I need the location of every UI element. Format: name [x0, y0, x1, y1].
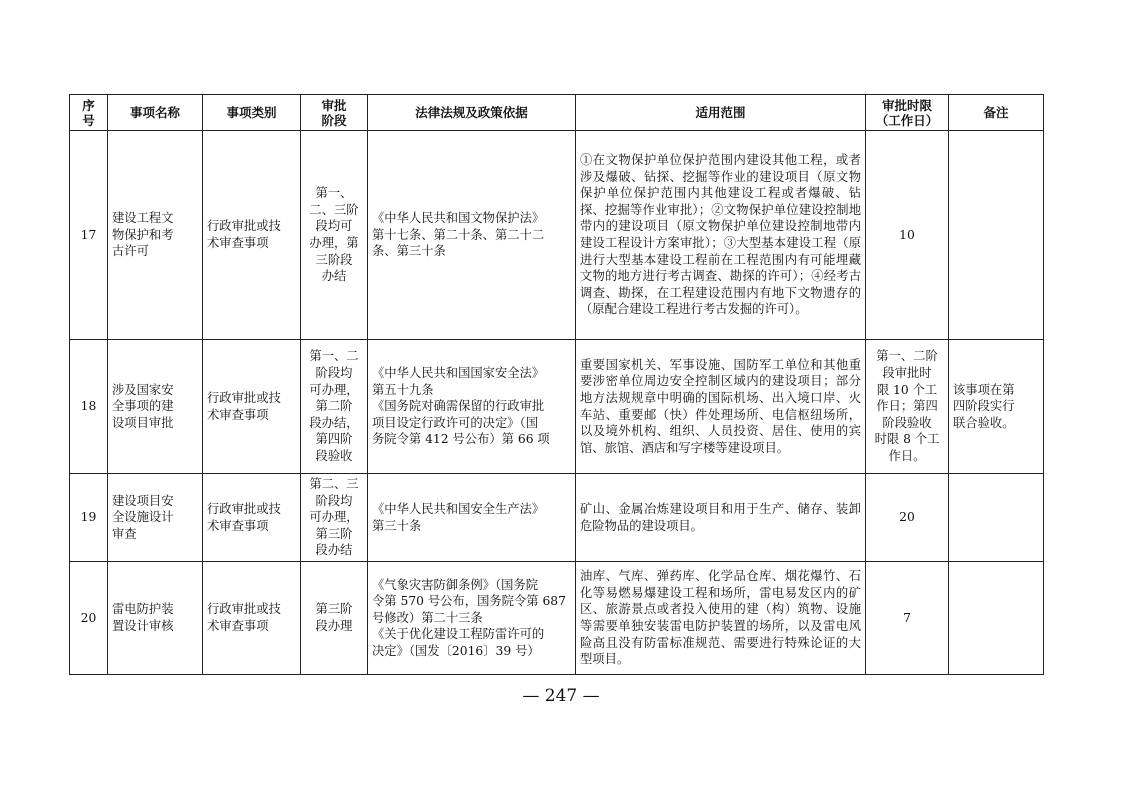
cell-approval-stage: 第二、三 阶段均 可办理， 第三阶 段办结: [301, 474, 368, 562]
header-seq: 序 号: [70, 95, 108, 131]
cell-note: [949, 131, 1044, 340]
cell-legal-basis: 《中华人民共和国文物保护法》 第十七条、第二十条、第二十二 条、第三十条: [368, 131, 576, 340]
cell-item-type: 行政审批或技 术审查事项: [203, 562, 301, 675]
cell-item-type: 行政审批或技 术审查事项: [203, 131, 301, 340]
table-row: [70, 562, 1044, 675]
header-item-name: 事项名称: [108, 95, 203, 131]
cell-approval-stage: 第一、 二、三阶 段均可 办理，第 三阶段 办结: [301, 131, 368, 340]
table-header-row: [70, 95, 1044, 131]
cell-item-name: 雷电防护装 置设计审核: [108, 562, 203, 675]
cell-time-limit: 7: [866, 562, 949, 675]
cell-item-type: 行政审批或技 术审查事项: [203, 474, 301, 562]
header-time-limit: 审批时限 （工作日）: [866, 95, 949, 131]
cell-note: [949, 562, 1044, 675]
cell-legal-basis: 《中华人民共和国国家安全法》 第五十九条 《国务院对确需保留的行政审批 项目设定行政许可的决定》（国 务院令第 412 号公布）第 66 项: [368, 340, 576, 474]
cell-scope: ①在文物保护单位保护范围内建设其他工程，或者涉及爆破、钻探、挖掘等作业的建设项目（原文物保护单位保护范围内其他建设工程或者爆破、钻探、挖掘等作业审批）；②文物保护单位建设控制地带内的建设项目（原文物保护单位建设控制地带内建设工程设计方案审批）；③大型基本建设工程（原进行大型基本建设工程前在工程范围内有可能埋藏文物的地方进行考古调查、勘探的许可）；④经考古调查、勘探，在工程建设范围内有地下文物遗存的（原配合建设工程进行考古发掘的许可）。: [576, 131, 866, 340]
cell-time-limit: 10: [866, 131, 949, 340]
table-row: [70, 474, 1044, 562]
cell-legal-basis: 《气象灾害防御条例》（国务院 令第 570 号公布，国务院令第 687 号修改）第二十三条 《关于优化建设工程防雷许可的 决定》（国发〔2016〕39 号）: [368, 562, 576, 675]
page-number: — 247 —: [522, 686, 600, 706]
header-scope: 适用范围: [576, 95, 866, 131]
cell-scope: 重要国家机关、军事设施、国防军工单位和其他重要涉密单位周边安全控制区域内的建设项目；部分地方法规规章中明确的国际机场、出入境口岸、火车站、重要邮（快）件处理场所、电信枢纽场所，以及境外机构、组织、人员投资、居住、使用的宾馆、旅馆、酒店和写字楼等建设项目。: [576, 340, 866, 474]
cell-seq: 17: [70, 131, 108, 340]
cell-note: [949, 474, 1044, 562]
cell-legal-basis: 《中华人民共和国安全生产法》 第三十条: [368, 474, 576, 562]
cell-item-name: 涉及国家安 全事项的建 设项目审批: [108, 340, 203, 474]
cell-time-limit: 20: [866, 474, 949, 562]
approval-items-table: [69, 94, 1044, 675]
cell-seq: 20: [70, 562, 108, 675]
cell-item-type: 行政审批或技 术审查事项: [203, 340, 301, 474]
cell-seq: 19: [70, 474, 108, 562]
cell-item-name: 建设工程文 物保护和考 古许可: [108, 131, 203, 340]
cell-item-name: 建设项目安 全设施设计 审查: [108, 474, 203, 562]
cell-seq: 18: [70, 340, 108, 474]
cell-note: 该事项在第 四阶段实行 联合验收。: [949, 340, 1044, 474]
header-item-type: 事项类别: [203, 95, 301, 131]
cell-time-limit: 第一、二阶 段审批时 限 10 个工 作日；第四 阶段验收 时限 8 个工 作日。: [866, 340, 949, 474]
cell-scope: 矿山、金属冶炼建设项目和用于生产、储存、装卸危险物品的建设项目。: [576, 474, 866, 562]
cell-approval-stage: 第三阶 段办理: [301, 562, 368, 675]
table-row: [70, 340, 1044, 474]
cell-scope: 油库、气库、弹药库、化学品仓库、烟花爆竹、石化等易燃易爆建设工程和场所，雷电易发区内的矿区、旅游景点或者投入使用的建（构）筑物、设施等需要单独安装雷电防护装置的场所，以及雷电风险高且没有防雷标准规范、需要进行特殊论证的大型项目。: [576, 562, 866, 675]
header-note: 备注: [949, 95, 1044, 131]
cell-approval-stage: 第一、二 阶段均 可办理， 第二阶 段办结， 第四阶 段验收: [301, 340, 368, 474]
header-legal-basis: 法律法规及政策依据: [368, 95, 576, 131]
header-approval-stage: 审批 阶段: [301, 95, 368, 131]
table-row: [70, 131, 1044, 340]
